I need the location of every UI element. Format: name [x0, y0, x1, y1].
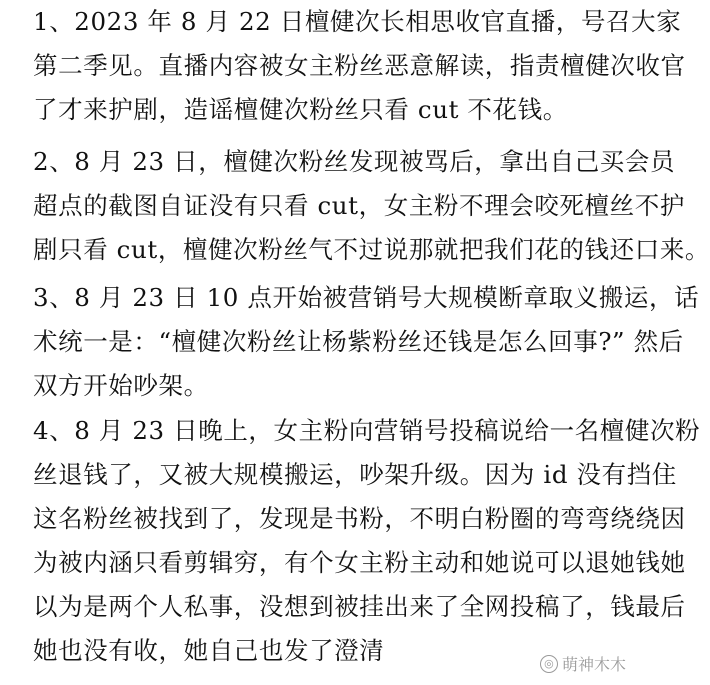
paragraph-line: 第二季见。直播内容被女主粉丝恶意解读，指责檀健次收官 — [33, 51, 686, 80]
paragraph-1 — [33, 0, 686, 132]
paragraph-line: 剧只看 cut，檀健次粉丝气不过说那就把我们花的钱还口来。 — [33, 235, 710, 264]
paragraph-line: 4、8 月 23 日晚上，女主粉向营销号投稿说给一名檀健次粉 — [33, 416, 701, 445]
paragraph-line: 超点的截图自证没有只看 cut，女主粉不理会咬死檀丝不护 — [33, 191, 685, 220]
watermark-text: 萌神木木 — [561, 655, 626, 674]
watermark — [540, 652, 626, 675]
paragraph-line: 丝退钱了，又被大规模搬运，吵架升级。因为 id 没有挡住 — [33, 460, 677, 489]
paragraph-line: 2、8 月 23 日，檀健次粉丝发现被骂后，拿出自己买会员 — [33, 147, 676, 176]
paragraph-4 — [33, 409, 701, 673]
paragraph-line: 1、2023 年 8 月 22 日檀健次长相思收官直播，号召大家 — [33, 7, 682, 36]
paragraph-line: 术统一是：“檀健次粉丝让杨紫粉丝还钱是怎么回事?” 然后 — [33, 327, 684, 356]
paragraph-line: 这名粉丝被找到了，发现是书粉，不明白粉圈的弯弯绕绕因 — [33, 504, 686, 533]
paragraph-line: 她也没有收，她自己也发了澄清 — [33, 636, 385, 665]
paragraph-line: 3、8 月 23 日 10 点开始被营销号大规模断章取义搬运，话 — [33, 283, 700, 312]
paragraph-2 — [33, 140, 710, 272]
watermark-logo-icon: ◎ — [540, 655, 558, 673]
paragraph-line: 为被内涵只看剪辑穷，有个女主粉主动和她说可以退她钱她 — [33, 548, 686, 577]
paragraph-line: 双方开始吵架。 — [33, 371, 209, 400]
paragraph-line: 以为是两个人私事，没想到被挂出来了全网投稿了，钱最后 — [33, 592, 686, 621]
paragraph-line: 了才来护剧，造谣檀健次粉丝只看 cut 不花钱。 — [33, 95, 568, 124]
paragraph-3 — [33, 276, 700, 408]
